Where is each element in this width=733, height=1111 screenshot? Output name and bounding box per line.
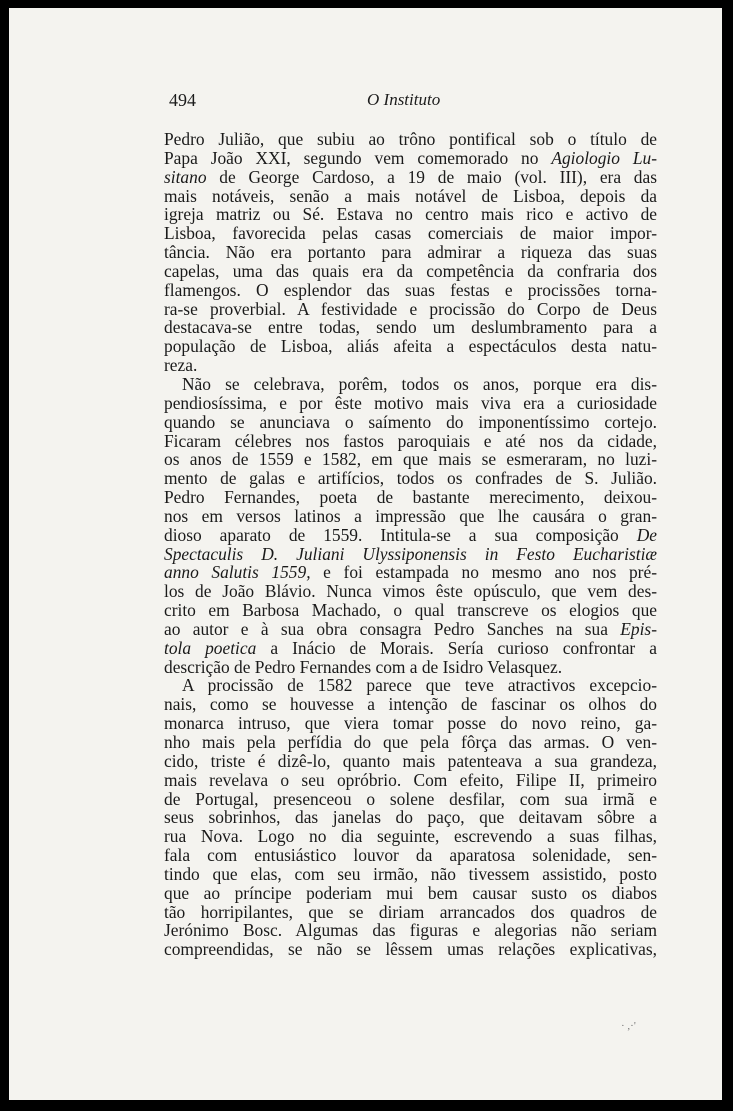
text-run: Jerónimo Bosc. Algumas das figuras e alegorias não seriam: [164, 920, 657, 941]
text-run: flamengos. O esplendor das suas festas e procissões torna-: [164, 279, 657, 300]
text-run: ao autor e à sua obra consagra Pedro Sanches na sua: [164, 618, 621, 639]
text-run: que ao príncipe poderiam mui bem causar susto os diabos: [164, 882, 657, 903]
text-run: nais, como se houvesse a intenção de fascinar os olhos do: [164, 694, 657, 715]
text-line: [164, 205, 657, 224]
text-run: Pedro Fernandes, poeta de bastante merecimento, deixou-: [164, 487, 657, 508]
page-header: [169, 90, 655, 116]
text-line: [164, 413, 657, 432]
text-line: [164, 243, 657, 262]
italic-text: Spectaculis D. Juliani Ulyssiponensis in Festo Eucharistiæ: [164, 543, 657, 564]
text-run: tindo que elas, com seu irmão, não tivessem assistido, posto: [164, 863, 657, 884]
text-line: [164, 940, 657, 959]
text-run: descrição de Pedro Fernandes com a de Isidro Velasquez.: [164, 656, 563, 677]
text-line: [164, 168, 657, 187]
text-line: [164, 884, 657, 903]
text-line: [164, 149, 657, 168]
text-run: os anos de 1559 e 1582, em que mais se esmeraram, no luzi-: [164, 449, 657, 470]
text-run: nos em versos latinos a impressão que lhe causára o gran-: [164, 505, 657, 526]
text-line: [164, 752, 657, 771]
text-line: [164, 771, 657, 790]
text-line: [164, 450, 657, 469]
text-line: [164, 921, 657, 940]
text-run: a Inácio de Morais. Sería curioso confrontar a: [256, 637, 657, 658]
text-run: quando se anunciava o saímento do imponentíssimo cortejo.: [164, 411, 657, 432]
text-line: [164, 224, 657, 243]
text-run: pendiosíssima, e por êste motivo mais viva era a curiosidade: [164, 392, 657, 413]
running-title: O Instituto: [367, 90, 441, 109]
text-run: Lisboa, favorecida pelas casas comerciais de maior impor-: [164, 223, 657, 244]
text-run: Não se celebrava, porêm, todos os anos, porque era dis-: [182, 373, 657, 394]
text-run: dioso aparato de 1559. Intitula-se a sua composição: [164, 524, 637, 545]
text-run: rua Nova. Logo no dia seguinte, escrevendo a suas filhas,: [164, 826, 657, 847]
text-run: Ficaram célebres nos fastos paroquiais e até nos da cidade,: [164, 430, 657, 451]
text-line: [164, 281, 657, 300]
text-run: fala com entusiástico louvor da aparatosa solenidade, sen-: [164, 845, 657, 866]
text-line: [164, 300, 657, 319]
text-line: [164, 563, 657, 582]
text-run: Pedro Julião, que subiu ao trôno pontifical sob o título de: [164, 129, 657, 149]
text-line: [164, 601, 657, 620]
text-line: [164, 545, 657, 564]
text-line: [164, 903, 657, 922]
text-line: [164, 790, 657, 809]
body-text: [164, 130, 657, 959]
text-run: Papa João XXI, segundo vem comemorado no: [164, 147, 552, 168]
text-line: [164, 639, 657, 658]
text-run: igreja matriz ou Sé. Estava no centro mais rico e activo de: [164, 204, 657, 225]
text-line: [164, 526, 657, 545]
text-line: [164, 827, 657, 846]
text-line: [164, 488, 657, 507]
book-page: [9, 8, 722, 1100]
italic-text: tola poetica: [164, 637, 257, 658]
text-run: los de João Blávio. Nunca vimos êste opúsculo, que vem des-: [164, 581, 657, 602]
text-line: [164, 356, 657, 375]
text-run: A procissão de 1582 parece que teve atractivos excepcio-: [182, 675, 657, 696]
text-run: de Portugal, presenceou o solene desfilar, com sua irmã e: [164, 788, 657, 809]
text-run: população de Lisboa, aliás afeita a espectáculos desta natu-: [164, 336, 657, 357]
text-line: [164, 375, 657, 394]
italic-text: anno Salutis 1559,: [164, 562, 311, 583]
text-line: [164, 733, 657, 752]
text-line: [164, 262, 657, 281]
text-run: capelas, uma das quais era da competência da confraria dos: [164, 260, 657, 281]
text-run: tância. Não era portanto para admirar a riqueza das suas: [164, 242, 657, 263]
text-run: ra-se proverbial. A festividade e procissão do Corpo de Deus: [164, 298, 657, 319]
scan-speck: · ,·': [621, 1020, 636, 1032]
text-line: [164, 187, 657, 206]
text-run: monarca intruso, que viera tomar posse do novo reino, ga-: [164, 713, 657, 734]
text-run: reza.: [164, 355, 198, 376]
text-line: [164, 469, 657, 488]
text-run: seus sobrinhos, das janelas do paço, que deitavam sôbre a: [164, 807, 657, 828]
text-run: destacava-se entre todas, sendo um deslumbramento para a: [164, 317, 657, 338]
text-line: [164, 432, 657, 451]
text-run: mais notáveis, senão a mais notável de Lisboa, depois da: [164, 185, 657, 206]
italic-text: Epis-: [620, 618, 657, 639]
text-line: [164, 318, 657, 337]
text-line: [164, 620, 657, 639]
text-run: crito em Barbosa Machado, o qual transcreve os elogios que: [164, 600, 657, 621]
page-number: 494: [169, 90, 196, 110]
text-line: [164, 130, 657, 149]
text-line: [164, 337, 657, 356]
text-run: tão horripilantes, que se diriam arrancados dos quadros de: [164, 901, 657, 922]
text-run: cido, triste é dizê-lo, quanto mais patenteava a sua grandeza,: [164, 750, 657, 771]
text-line: [164, 695, 657, 714]
text-line: [164, 394, 657, 413]
text-run: compreendidas, se não se lêssem umas relações explicativas,: [164, 939, 657, 960]
text-run: e foi estampada no mesmo ano nos pré-: [310, 562, 657, 583]
text-line: [164, 808, 657, 827]
text-line: [164, 507, 657, 526]
text-line: [164, 865, 657, 884]
text-run: mento de galas e artifícios, todos os confrades de S. Julião.: [164, 468, 657, 489]
italic-text: Agiologio Lu-: [551, 147, 657, 168]
italic-text: sitano: [164, 166, 207, 187]
text-line: [164, 658, 657, 677]
text-run: mais revelava o seu opróbrio. Com efeito, Filipe II, primeiro: [164, 769, 657, 790]
text-run: nho mais pela perfídia do que pela fôrça das armas. O ven-: [164, 732, 657, 752]
text-line: [164, 846, 657, 865]
text-line: [164, 582, 657, 601]
text-line: [164, 714, 657, 733]
text-run: de George Cardoso, a 19 de maio (vol. III), era das: [206, 166, 657, 187]
italic-text: De: [636, 524, 657, 545]
text-line: [164, 676, 657, 695]
